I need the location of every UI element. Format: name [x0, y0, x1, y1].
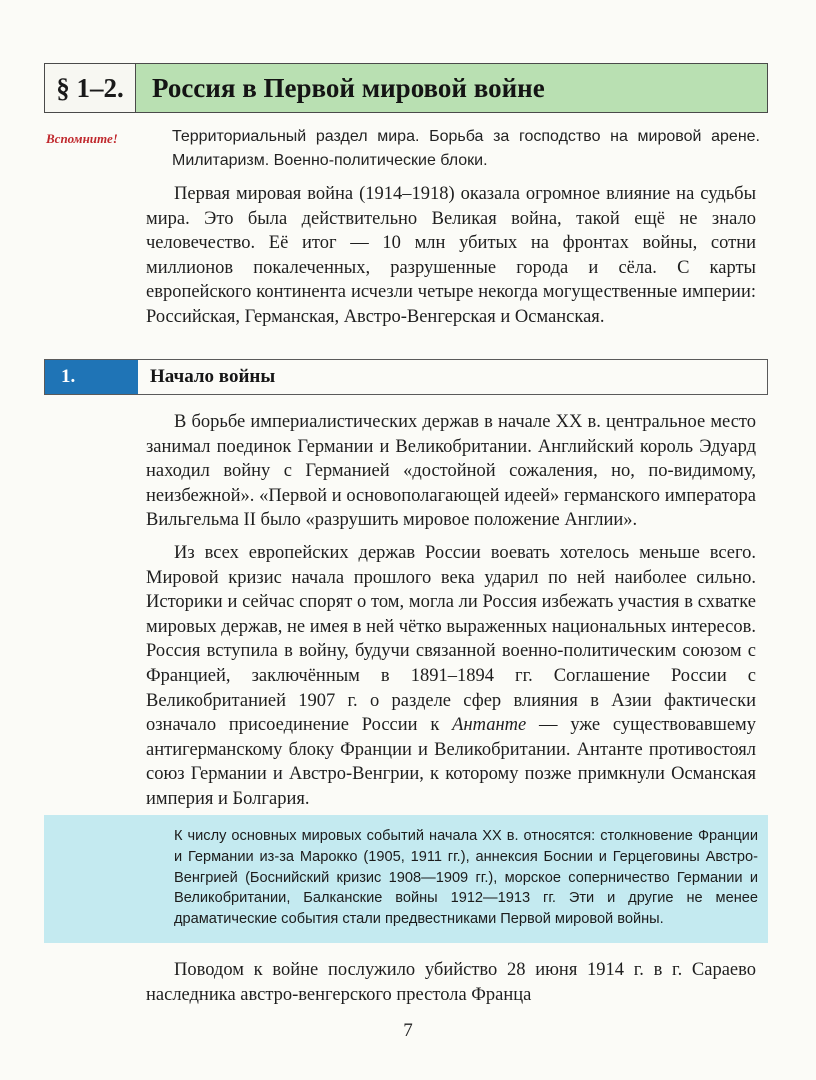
section-number: 1.	[45, 360, 138, 394]
section-title: Начало войны	[150, 366, 276, 387]
remember-label: Вспомните!	[46, 131, 118, 146]
term-entente: Антанте	[452, 715, 527, 736]
paragraph-2-text-start: Из всех европейских держав России воевать хотелось меньше всего. Мировой кризис начала прошлого века ударил по ней наиболее сильно. Историки и сейчас спорят о том, могла ли Россия избежать участия в схватке мировых держав, не имея в ней чётко выраженных национальных интересов. Россия вступила в войну, будучи связанной военно-политическим союзом с Францией, заключённым в 1891–1894 гг. Соглашение России с Великобританией 1907 г. о разделе сфер влияния в Азии фактически означало присоединение России к	[146, 543, 756, 736]
chapter-number: § 1–2.	[45, 64, 136, 112]
chapter-title: Россия в Первой мировой войне	[152, 72, 545, 103]
body-paragraph-3: Поводом к войне послужило убийство 28 июня 1914 г. в г. Сараево наследника австро-венгерского престола Франца	[146, 960, 756, 1005]
body-paragraph-2	[146, 541, 756, 812]
fact-box-text: К числу основных мировых событий начала XX в. относятся: столкновение Франции и Германии из-за Марокко (1905, 1911 гг.), аннексия Боснии и Герцеговины Австро-Венгрией (Боснийский кризис 1908—1909 гг.), морское соперничество Германии и Великобритании, Балканские войны 1912—1913 гг. Эти и другие не менее драматические события стали предвестниками Первой мировой войны.	[174, 828, 758, 928]
paragraph-2-text-end: — уже существовавшему антигерманскому блоку Франции и Великобритании. Антанте противостоял союз Германии и Австро-Венгрии, к которому позже примкнули Османская империя и Болгария.	[146, 715, 757, 809]
intro-paragraph: Первая мировая война (1914–1918) оказала огромное влияние на судьбы мира. Это была действительно Великая война, такой ещё не знало человечество. Её итог — 10 млн убитых на фронтах войны, сотни миллионов покалеченных, разрушенные города и сёла. С карты европейского континента исчезли четыре некогда могущественные империи: Российская, Германская, Австро-Венгерская и Османская.	[146, 184, 756, 327]
body-paragraph-1: В борьбе империалистических держав в начале XX в. центральное место занимал поединок Германии и Великобритании. Английский король Эдуард находил войну с Германией «достойной сожаления, но, по-видимому, неизбежной». «Первой и основополагающей идеей» германского императора Вильгельма II было «разрушить мировое положение Англии».	[146, 412, 756, 531]
section-header	[44, 359, 768, 395]
page-number: 7	[403, 1020, 413, 1041]
chapter-header	[44, 63, 768, 113]
remember-text: Территориальный раздел мира. Борьба за господство на мировой арене. Милитаризм. Военно-политические блоки.	[172, 128, 760, 169]
